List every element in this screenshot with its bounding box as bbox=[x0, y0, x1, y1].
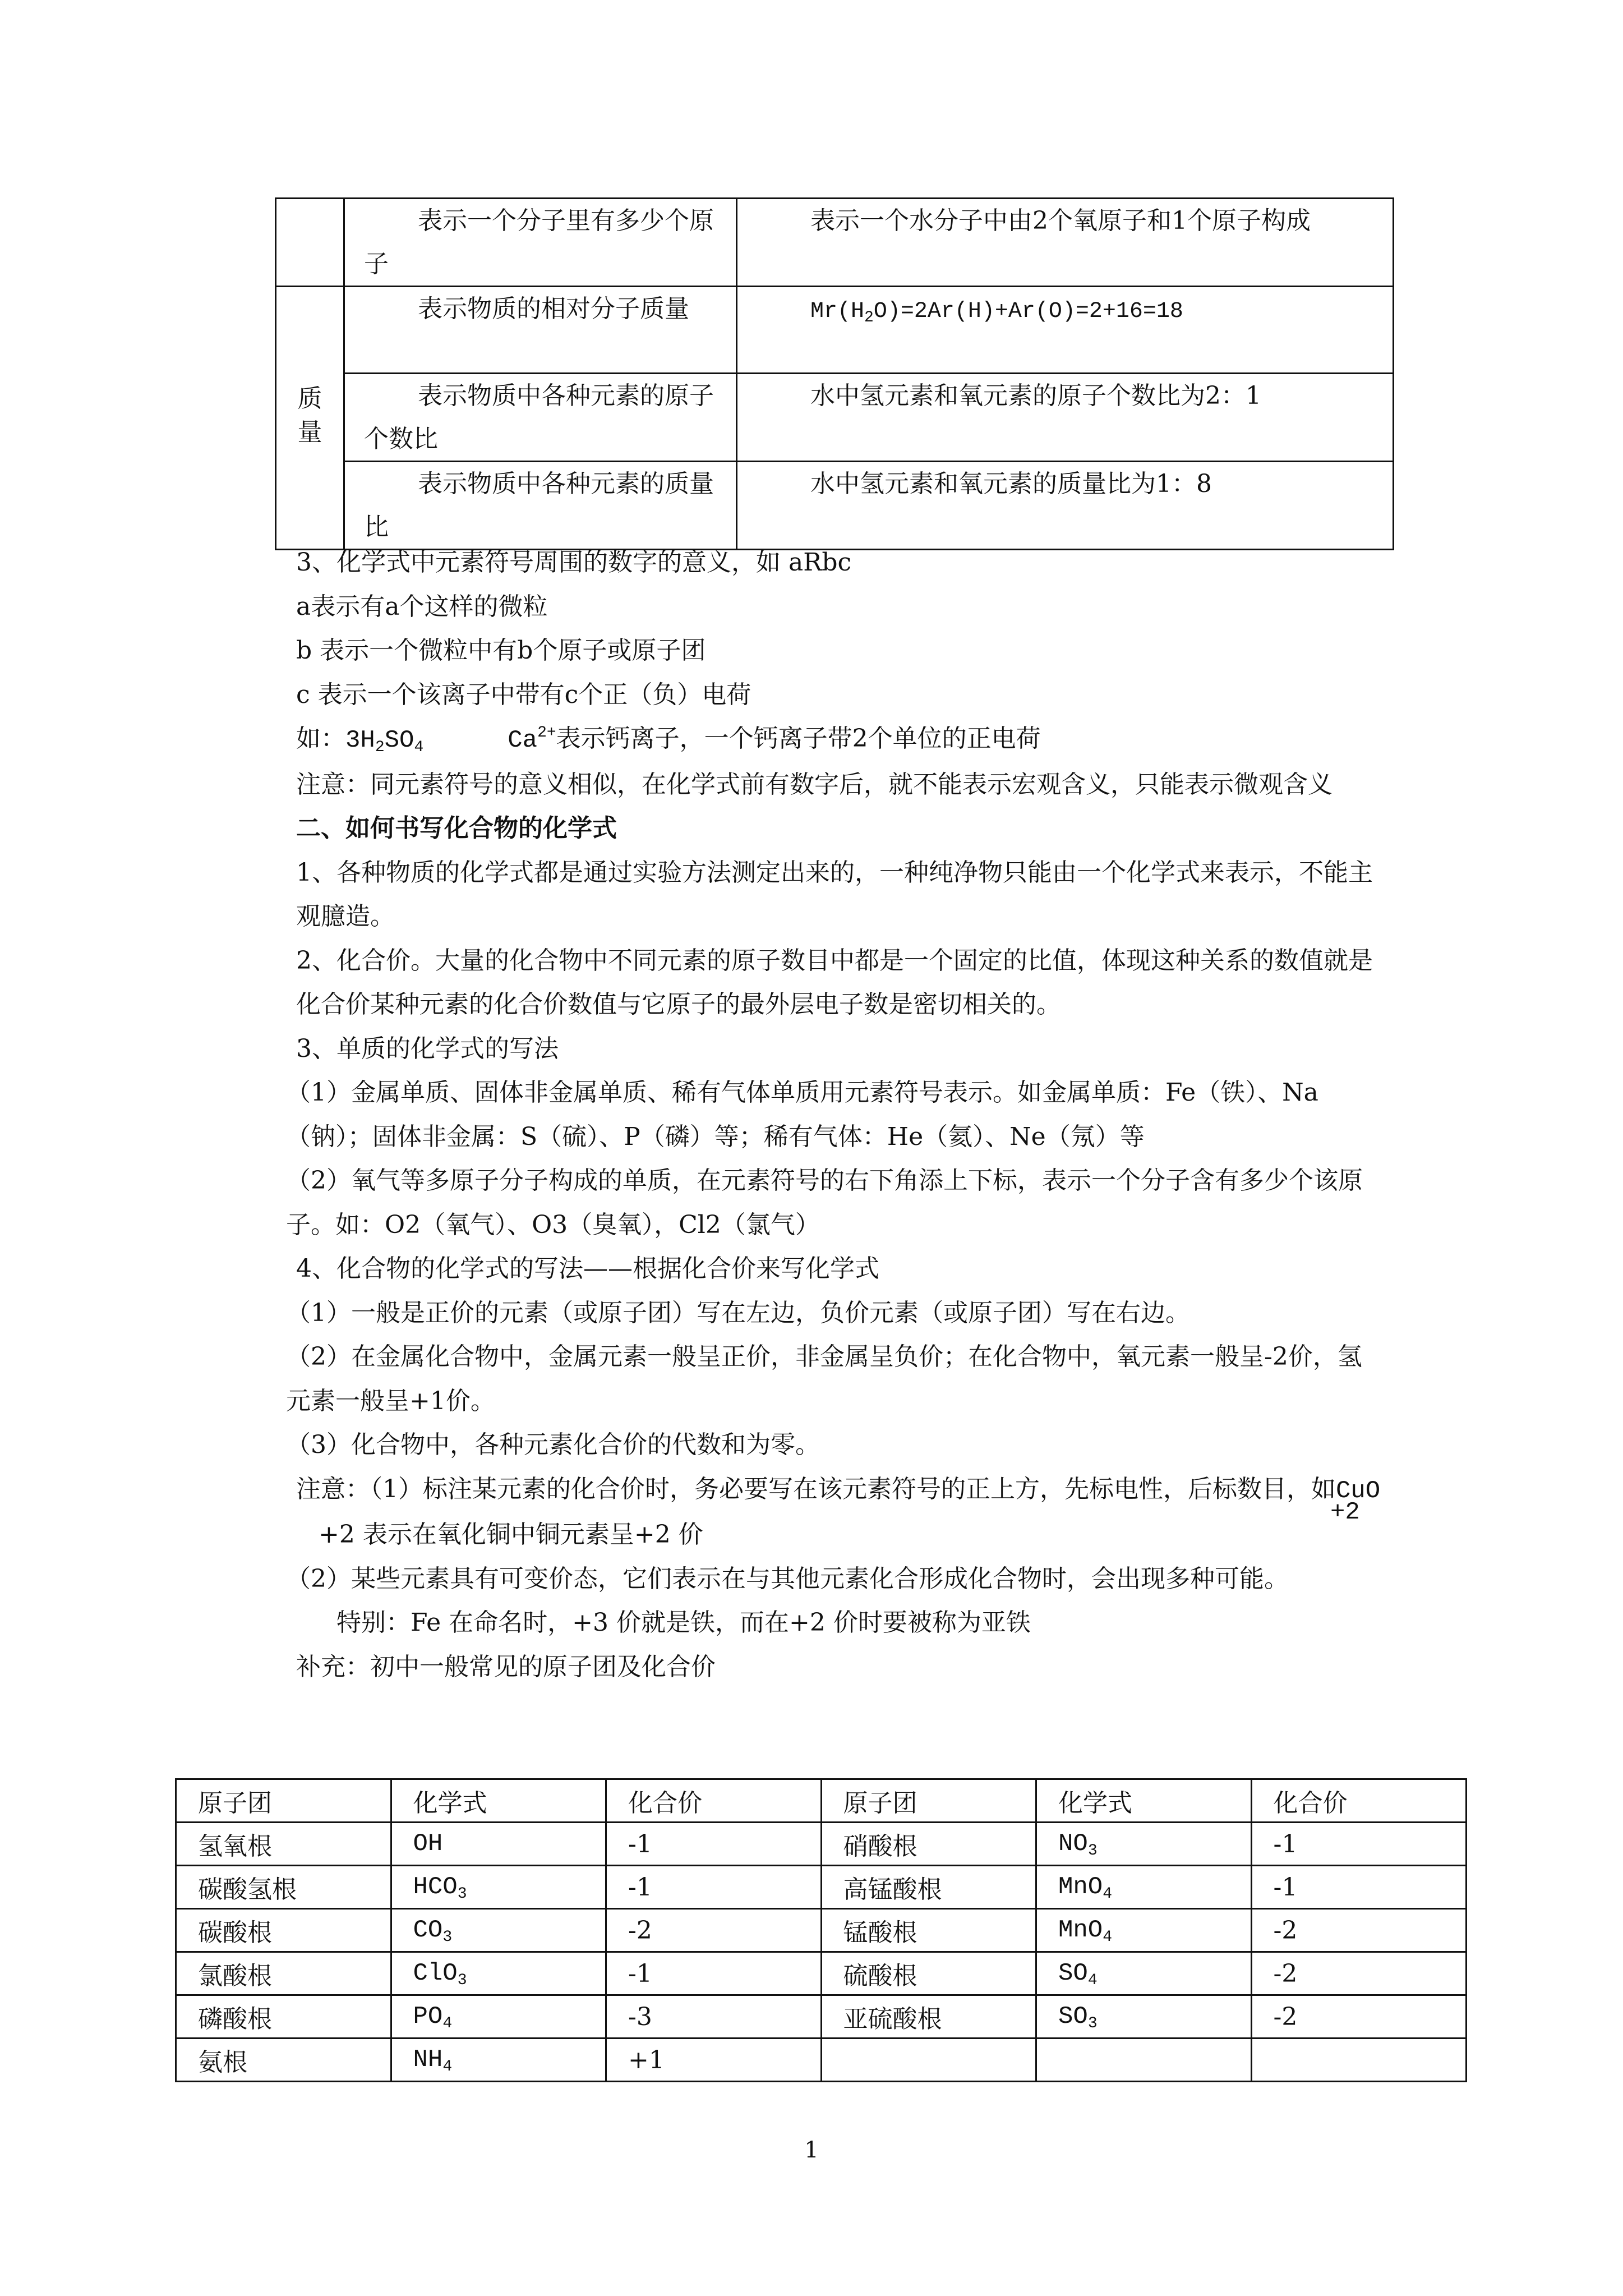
formula-cell: $NO_3$ bbox=[1036, 1823, 1252, 1866]
table-cell bbox=[344, 462, 737, 550]
table-cell bbox=[737, 374, 1394, 462]
formula-cell: $CO_3$ bbox=[391, 1909, 606, 1952]
quality-label: 质量 bbox=[297, 384, 322, 447]
formula-cell: MnO$_4$ bbox=[1036, 1909, 1252, 1952]
paragraph: 3、单质的化学式的写法 bbox=[296, 1034, 559, 1063]
formula-cell: $PO_4$ bbox=[391, 1995, 606, 2039]
table-cell: -1 bbox=[1251, 1823, 1467, 1866]
table-row bbox=[276, 287, 1394, 374]
quality-head-cell bbox=[276, 287, 344, 550]
paragraph: （1）一般是正价的元素（或原子团）写在左边，负价元素（或原子团）写在右边。 bbox=[286, 1298, 1190, 1327]
formula-cell: $SO_3$ bbox=[1036, 1995, 1252, 2039]
example-paragraph bbox=[258, 717, 1385, 763]
note-text: 注意：（1）标注某元素的化合价时，务必要写在该元素符号的正上方，先标电性，后标数目，如 bbox=[296, 1474, 1336, 1503]
table-cell: 高锰酸根 bbox=[821, 1866, 1036, 1909]
meaning-text: 表示物质中各种元素的质量比 bbox=[364, 470, 714, 541]
table-cell: -3 bbox=[606, 1995, 822, 2039]
formula: CuO bbox=[1336, 1476, 1381, 1505]
paragraph: 2、化合价。大量的化合物中不同元素的原子数目中都是一个固定的比值，体现这种关系的数值就是化合价某种元素的化合价数值与它原子的最外层电子数是密切相关的。 bbox=[296, 946, 1373, 1019]
meaning-text: 表示物质中各种元素的原子个数比 bbox=[364, 381, 714, 453]
page-number: 1 bbox=[804, 2137, 819, 2163]
table-cell: 磷酸根 bbox=[176, 1995, 391, 2039]
example-text: $Mr(H_2O)=2Ar(H)+Ar(O)=2+16=18$ bbox=[810, 299, 1183, 326]
example-text: 表示一个水分子中由2个氧原子和1个原子构成 bbox=[810, 206, 1311, 235]
formula-cell: $SO_4$ bbox=[1036, 1952, 1252, 1995]
example-text: 水中氢元素和氧元素的原子个数比为2：1 bbox=[810, 381, 1261, 410]
radical-table bbox=[175, 1778, 1467, 2082]
table-cell: 锰酸根 bbox=[821, 1909, 1036, 1952]
example-text: 表示钙离子，一个钙离子带2个单位的正电荷 bbox=[556, 724, 1041, 753]
table-cell: -1 bbox=[1251, 1866, 1467, 1909]
table-row bbox=[176, 1952, 1467, 1995]
paragraph: c 表示一个该离子中带有c个正（负）电荷 bbox=[296, 680, 751, 709]
paragraph: 4、化合物的化学式的写法——根据化合价来写化学式 bbox=[296, 1254, 879, 1283]
table-cell: 氨根 bbox=[176, 2039, 391, 2082]
formula-cell: $HCO_3$ bbox=[391, 1866, 606, 1909]
table-cell: -2 bbox=[606, 1909, 822, 1952]
table-cell bbox=[1251, 2039, 1467, 2082]
example-text: 水中氢元素和氧元素的质量比为1：8 bbox=[810, 470, 1212, 498]
table-cell bbox=[344, 199, 737, 287]
section-heading: 二、如何书写化合物的化学式 bbox=[296, 814, 617, 843]
table-cell bbox=[737, 462, 1394, 550]
header-cell: 原子团 bbox=[821, 1779, 1036, 1823]
table-row bbox=[176, 1866, 1467, 1909]
paragraph: b 表示一个微粒中有b个原子或原子团 bbox=[296, 636, 706, 665]
paragraph: 1、各种物质的化学式都是通过实验方法测定出来的，一种纯净物只能由一个化学式来表示，不能主观臆造。 bbox=[296, 858, 1373, 931]
table-cell: -2 bbox=[1251, 1909, 1467, 1952]
header-cell: 化学式 bbox=[391, 1779, 606, 1823]
note-text: +2 表示在氧化铜中铜元素呈+2 价 bbox=[319, 1520, 703, 1549]
table-cell: +1 bbox=[606, 2039, 822, 2082]
meaning-text: 表示物质的相对分子质量 bbox=[418, 295, 689, 323]
formula-cell: OH bbox=[391, 1823, 606, 1866]
table-cell: -1 bbox=[606, 1866, 822, 1909]
paragraph: （1）金属单质、固体非金属单质、稀有气体单质用元素符号表示。如金属单质：Fe（铁）、Na（钠）；固体非金属：S（硫）、P（磷）等；稀有气体：He（氦）、Ne（氖）等 bbox=[286, 1078, 1318, 1151]
table-cell: 硝酸根 bbox=[821, 1823, 1036, 1866]
paragraph: （2）在金属化合物中，金属元素一般呈正价，非金属呈负价；在化合物中，氧元素一般呈-2价，氢元素一般呈+1价。 bbox=[286, 1342, 1362, 1415]
meaning-text: 表示一个分子里有多少个原子 bbox=[364, 206, 714, 278]
valence-mark: +2 bbox=[1330, 1498, 1360, 1526]
table-row bbox=[176, 2039, 1467, 2082]
table-cell: -1 bbox=[606, 1952, 822, 1995]
ion-formula: $Ca^{2+}$ bbox=[508, 724, 556, 754]
header-cell: 原子团 bbox=[176, 1779, 391, 1823]
table-row bbox=[276, 374, 1394, 462]
paragraph: 3、化学式中元素符号周围的数字的意义，如 aRbc bbox=[296, 548, 852, 577]
paragraph: 补充：初中一般常见的原子团及化合价 bbox=[296, 1652, 716, 1681]
table-row bbox=[176, 1909, 1467, 1952]
example-prefix: 如： bbox=[296, 724, 345, 753]
table-cell: 氯酸根 bbox=[176, 1952, 391, 1995]
table-row bbox=[276, 462, 1394, 550]
table-row bbox=[176, 1995, 1467, 2039]
valence-formula bbox=[1330, 1476, 1381, 1526]
table-cell: 亚硫酸根 bbox=[821, 1995, 1036, 2039]
table-cell bbox=[1036, 2039, 1252, 2082]
note-paragraph: 注意：同元素符号的意义相似，在化学式前有数字后，就不能表示宏观含义，只能表示微观含义 bbox=[296, 770, 1332, 799]
paragraph: （3）化合物中，各种元素化合价的代数和为零。 bbox=[286, 1430, 820, 1459]
table-cell bbox=[344, 374, 737, 462]
paragraph: 特别：Fe 在命名时，+3 价就是铁，而在+2 价时要被称为亚铁 bbox=[336, 1608, 1031, 1637]
paragraph: （2）某些元素具有可变价态，它们表示在与其他元素化合形成化合物时，会出现多种可能。 bbox=[286, 1564, 1289, 1593]
formula-cell: MnO$_4$ bbox=[1036, 1866, 1252, 1909]
table-row bbox=[176, 1823, 1467, 1866]
table-cell: -2 bbox=[1251, 1995, 1467, 2039]
header-cell: 化合价 bbox=[606, 1779, 822, 1823]
table-cell bbox=[344, 287, 737, 374]
table-cell: -2 bbox=[1251, 1952, 1467, 1995]
formula-cell: ClO$_3$ bbox=[391, 1952, 606, 1995]
formula-cell: $NH_4$ bbox=[391, 2039, 606, 2082]
meaning-table bbox=[275, 197, 1394, 550]
formula: $3H_2SO_4$ bbox=[345, 726, 424, 756]
note-paragraph bbox=[258, 1467, 1385, 1557]
table-cell bbox=[737, 287, 1394, 374]
table-cell: 碳酸根 bbox=[176, 1909, 391, 1952]
table-cell: -1 bbox=[606, 1823, 822, 1866]
table-row bbox=[276, 199, 1394, 287]
table-cell bbox=[276, 199, 344, 287]
table-cell bbox=[821, 2039, 1036, 2082]
table-cell: 硫酸根 bbox=[821, 1952, 1036, 1995]
paragraph: （2）氧气等多原子分子构成的单质，在元素符号的右下角添上下标，表示一个分子含有多少个该原子。如：O2（氧气）、O3（臭氧），Cl2（氯气） bbox=[286, 1166, 1363, 1239]
table-header-row bbox=[176, 1779, 1467, 1823]
body-text bbox=[258, 541, 1385, 1689]
table-cell bbox=[737, 199, 1394, 287]
header-cell: 化合价 bbox=[1251, 1779, 1467, 1823]
table-cell: 碳酸氢根 bbox=[176, 1866, 391, 1909]
header-cell: 化学式 bbox=[1036, 1779, 1252, 1823]
paragraph: a表示有a个这样的微粒 bbox=[296, 592, 548, 621]
table-cell: 氢氧根 bbox=[176, 1823, 391, 1866]
